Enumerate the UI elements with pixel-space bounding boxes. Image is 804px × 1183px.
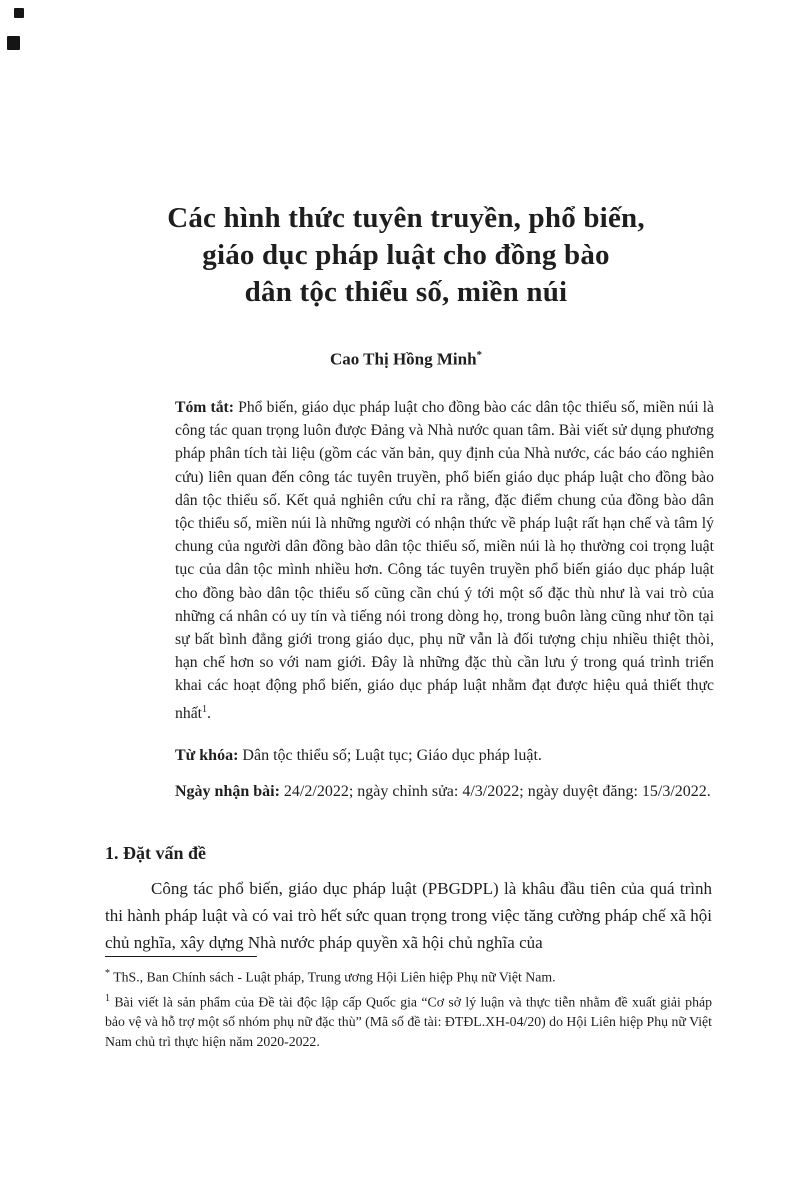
article-title (100, 200, 712, 311)
footnote-separator-rule (105, 956, 257, 957)
keywords-label: Từ khóa: (175, 747, 239, 764)
title-line: Các hình thức tuyên truyền, phổ biến, (167, 202, 645, 234)
dates-text: 24/2/2022; ngày chỉnh sửa: 4/3/2022; ngày duyệt đăng: 15/3/2022. (279, 783, 711, 800)
dates-label: Ngày nhận bài: (175, 783, 280, 800)
footnote-text: Bài viết là sản phẩm của Đề tài độc lập cấp Quốc gia “Cơ sở lý luận và thực tiễn nhằm đề xuất giải pháp bảo vệ và hỗ trợ một số nhóm phụ nữ đặc thù” (Mã số đề tài: ĐTĐL.XH-04/20) do Hội Liên hiệp Phụ nữ Việt Nam chủ trì thực hiện năm 2020-2022. (105, 994, 712, 1049)
title-line: dân tộc thiểu số, miền núi (244, 276, 568, 308)
keywords-text: Dân tộc thiểu số; Luật tục; Giáo dục pháp luật. (238, 747, 542, 764)
abstract (175, 396, 714, 725)
abstract-label: Tóm tắt: (175, 399, 234, 416)
section-heading: 1. Đặt vấn đề (105, 843, 207, 863)
keywords (175, 745, 714, 767)
footnote-marker: * (105, 968, 110, 979)
submission-dates (175, 778, 714, 805)
abstract-text: Phổ biến, giáo dục pháp luật cho đồng bào các dân tộc thiểu số, miền núi là công tác quan trọng luôn được Đảng và Nhà nước quan tâm. Bài viết sử dụng phương pháp phân tích tài liệu (gồm các văn bản, quy định của Nhà nước, các báo cáo nghiên cứu) liên quan đến công tác tuyên truyền, phổ biến giáo dục pháp luật cho đồng bào dân tộc thiểu số. Kết quả nghiên cứu chỉ ra rằng, đặc điểm chung của đồng bào dân tộc thiểu số, miền núi là những người có nhận thức về pháp luật rất hạn chế và tâm lý chung của người dân đồng bào dân tộc thiểu số, miền núi là họ thường coi trọng luật tục của dân tộc mình nhiều hơn. Công tác tuyên truyền phổ biến giáo dục pháp luật cho đồng bào dân tộc thiểu số cũng cần chú ý tới một số đặc thù như là vai trò của những cá nhân có uy tín và tiếng nói trong dòng họ, trong buôn làng cũng như tồn tại sự bất bình đẳng giới trong giáo dục, phụ nữ vẫn là đối tượng chịu nhiều thiệt thòi, hạn chế hơn so với nam giới. Đây là những đặc thù cần lưu ý trong quá trình triển khai các hoạt động phổ biến, giáo dục pháp luật nhằm đạt được hiệu quả thiết thực nhất (175, 399, 714, 722)
scan-artifact (14, 8, 24, 18)
footnote-affiliation (105, 964, 712, 987)
footnote-text: ThS., Ban Chính sách - Luật pháp, Trung ương Hội Liên hiệp Phụ nữ Việt Nam. (110, 969, 556, 985)
author-footnote-marker: * (476, 349, 483, 361)
title-line: giáo dục pháp luật cho đồng bào (202, 239, 610, 271)
scan-artifact (7, 36, 20, 50)
abstract-footnote-ref: 1 (202, 703, 208, 715)
author-name (100, 349, 712, 370)
body-paragraph: Công tác phổ biến, giáo dục pháp luật (PBGDPL) là khâu đầu tiên của quá trình thi hành pháp luật và có vai trò hết sức quan trọng trong việc tăng cường pháp chế xã hội chủ nghĩa, xây dựng Nhà nước pháp quyền xã hội chủ nghĩa của (105, 879, 712, 952)
footnote-project (105, 989, 712, 1051)
abstract-suffix: . (207, 704, 211, 722)
author-text: Cao Thị Hồng Minh (329, 349, 477, 369)
footnotes-area (105, 956, 712, 1051)
footnote-marker: 1 (105, 993, 110, 1005)
